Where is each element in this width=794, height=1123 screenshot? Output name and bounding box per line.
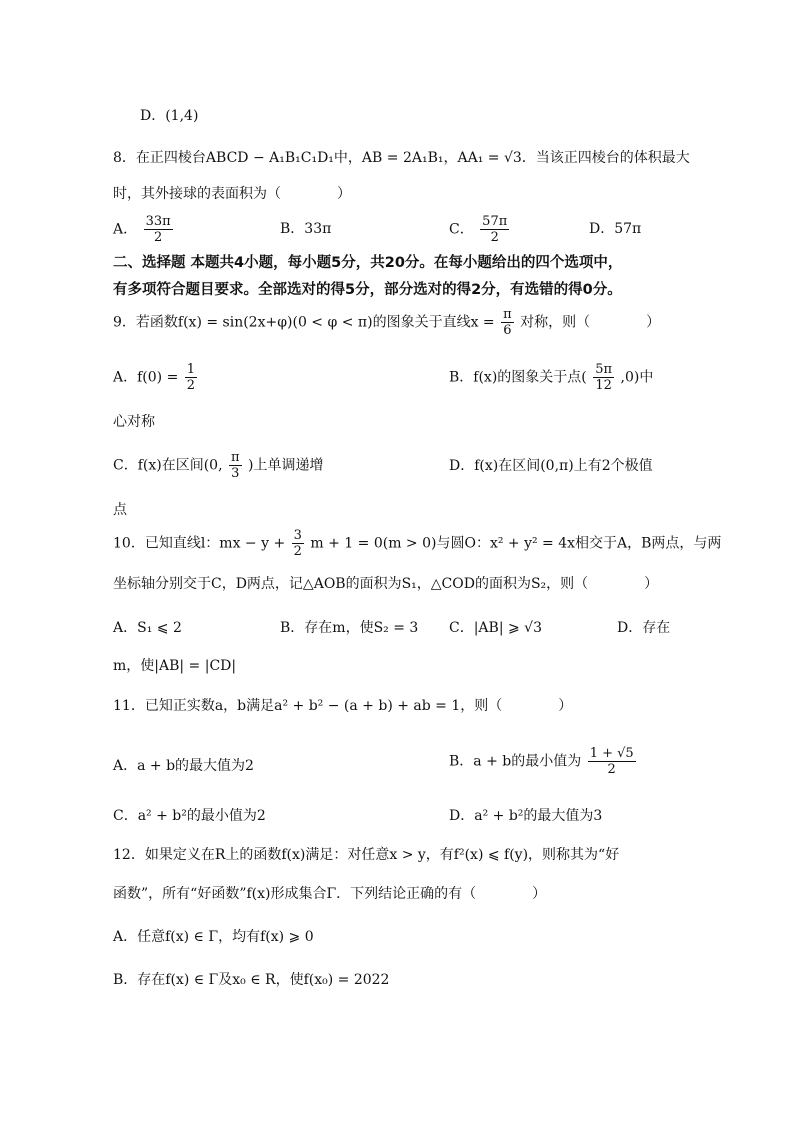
q8-option-a-label: A． xyxy=(113,221,138,238)
fraction-denominator: 6 xyxy=(503,323,512,338)
q9-stem xyxy=(113,307,660,338)
q11-option-b-text: B．a + b的最小值为 xyxy=(449,753,582,770)
fraction-denominator: 12 xyxy=(595,378,612,393)
q12-stem-line1: 12．如果定义在R上的函数f(x)满足：对任意x > y，有f²(x) ⩽ f(y)，则称其为“好 xyxy=(113,847,620,863)
fraction-numerator: π xyxy=(231,450,240,465)
q8-option-c-fraction xyxy=(480,214,509,245)
q9-option-b-text2: ,0)中 xyxy=(620,369,654,386)
q11-option-a: A．a + b的最大值为2 xyxy=(113,758,254,774)
q9-option-c-fraction xyxy=(229,450,242,481)
q8-option-d: D．57π xyxy=(589,221,642,237)
q12-option-a: A．任意f(x) ∈ Γ，均有f(x) ⩾ 0 xyxy=(113,929,314,945)
q10-option-c: C．|AB| ⩾ √3 xyxy=(449,620,543,636)
q8-option-a xyxy=(113,214,175,245)
q10-option-a: A．S₁ ⩽ 2 xyxy=(113,620,182,636)
fraction-denominator: 2 xyxy=(490,230,499,245)
q9-option-d: D．f(x)在区间(0,π)上有2个极值 xyxy=(449,458,653,474)
q10-stem-line1 xyxy=(113,528,721,559)
q11-option-c: C．a² + b²的最小值为2 xyxy=(113,808,266,824)
q10-option-b: B．存在m，使S₂ = 3 xyxy=(280,620,419,636)
q9-option-a xyxy=(113,362,199,393)
q9-option-d-continued: 点 xyxy=(113,502,127,518)
fraction-denominator: 2 xyxy=(186,378,196,393)
fraction-numerator: 57π xyxy=(482,214,508,229)
fraction-denominator: 3 xyxy=(231,466,240,481)
q8-option-a-fraction xyxy=(144,214,173,245)
q10-stem-part1: 10．已知直线l：mx − y + xyxy=(113,535,286,552)
fraction-numerator: 3 xyxy=(293,528,302,543)
section2-heading-line2: 有多项符合题目要求。全部选对的得5分，部分选对的得2分，有选错的得0分。 xyxy=(113,282,622,298)
fraction-numerator: 1 + √5 xyxy=(589,746,634,761)
q12-stem-line2: 函数”，所有“好函数”f(x)形成集合Γ．下列结论正确的有（ ） xyxy=(113,886,547,902)
q11-option-d: D．a² + b²的最大值为3 xyxy=(449,808,603,824)
q9-option-a-fraction xyxy=(185,362,197,393)
q11-option-b-fraction xyxy=(588,746,636,777)
q10-stem-fraction xyxy=(292,528,304,559)
q10-stem-line2: 坐标轴分别交于C，D两点，记△AOB的面积为S₁，△COD的面积为S₂，则（ ） xyxy=(113,576,659,592)
q9-option-a-text: A．f(0) = xyxy=(113,369,179,386)
fraction-numerator: 33π xyxy=(145,214,171,229)
fraction-denominator: 2 xyxy=(293,544,302,559)
q10-option-d: D．存在 xyxy=(617,620,671,636)
q9-option-b-continued: 心对称 xyxy=(113,414,155,430)
q8-stem-line2: 时，其外接球的表面积为（ ） xyxy=(113,186,351,202)
q9-stem-part1: 9．若函数f(x) = sin(2x+φ)(0 < φ < π)的图象关于直线x = xyxy=(113,314,495,331)
q8-option-c-label: C． xyxy=(449,221,474,238)
q9-option-b-fraction xyxy=(593,362,614,393)
fraction-numerator: π xyxy=(503,307,512,322)
section2-heading-line1: 二、选择题 本题共4小题，每小题5分，共20分。在每小题给出的四个选项中， xyxy=(113,255,623,271)
q9-option-c xyxy=(113,450,323,481)
q9-option-c-text1: C．f(x)在区间(0, xyxy=(113,457,223,474)
fraction-numerator: 5π xyxy=(595,362,613,377)
fraction-denominator: 2 xyxy=(607,762,616,777)
q10-stem-part2: m + 1 = 0(m > 0)与圆O：x² + y² = 4x相交于A，B两点，与两 xyxy=(310,535,722,552)
q9-option-c-text2: )上单调递增 xyxy=(248,457,324,474)
q7-option-d: D．(1,4) xyxy=(140,108,199,124)
q9-stem-part2: 对称，则（ ） xyxy=(520,314,661,331)
q11-option-b xyxy=(449,746,638,777)
fraction-denominator: 2 xyxy=(153,230,163,245)
q9-stem-fraction xyxy=(501,307,514,338)
q8-option-c xyxy=(449,214,511,245)
q10-option-d-continued: m，使|AB| = |CD| xyxy=(113,658,237,674)
q8-option-b: B．33π xyxy=(280,221,332,237)
fraction-numerator: 1 xyxy=(186,362,196,377)
q12-option-b: B．存在f(x) ∈ Γ及x₀ ∈ R，使f(x₀) = 2022 xyxy=(113,972,390,988)
q9-option-b-text1: B．f(x)的图象关于点( xyxy=(449,369,587,386)
q11-stem: 11．已知正实数a，b满足a² + b² − (a + b) + ab = 1，则（ ） xyxy=(113,698,573,714)
q8-stem-line1: 8．在正四棱台ABCD − A₁B₁C₁D₁中，AB = 2A₁B₁，AA₁ = √3．当该正四棱台的体积最大 xyxy=(113,150,690,166)
q9-option-b xyxy=(449,362,653,393)
